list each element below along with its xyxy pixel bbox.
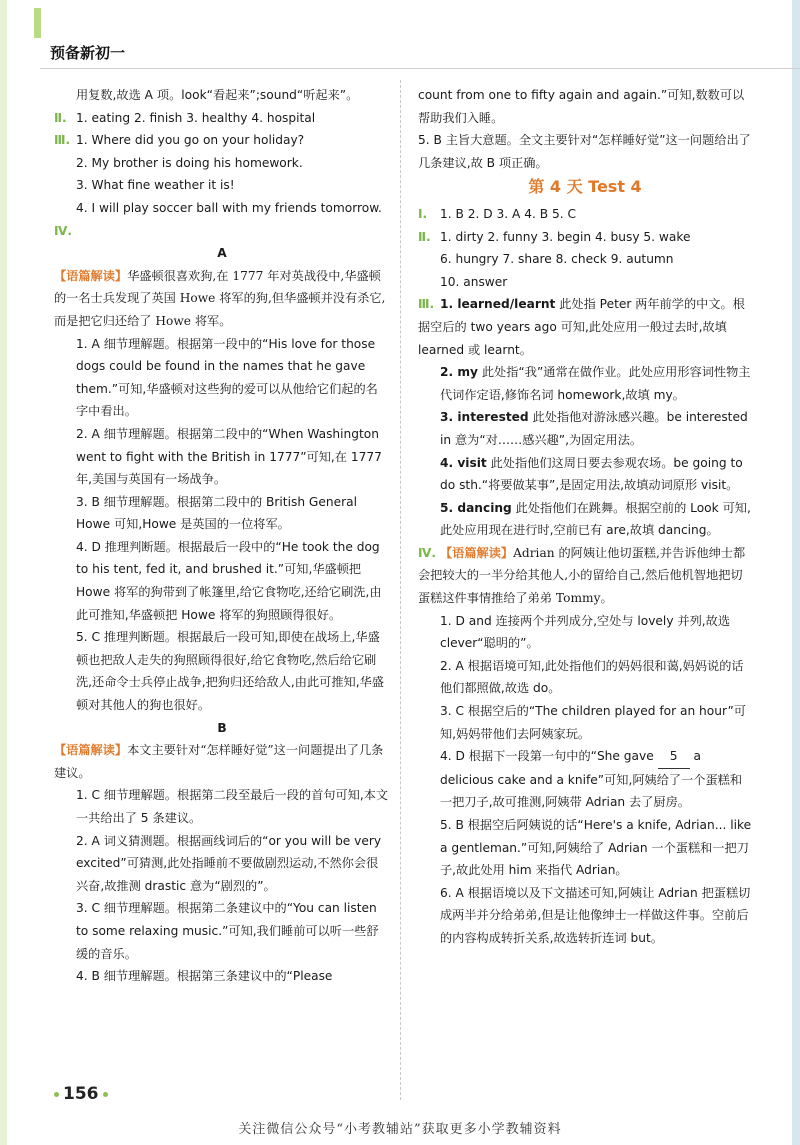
answer-text: 10. answer bbox=[440, 274, 508, 289]
explanation bbox=[418, 293, 752, 361]
answer-key: 3. interested bbox=[440, 410, 529, 425]
passage-summary-iv bbox=[418, 542, 752, 610]
explanation-text: 此处指他们这周日要去参观农场。be going to do sth.“将要做某事”,是固定用法,故填动词原形 visit。 bbox=[440, 455, 743, 493]
left-margin-strip bbox=[0, 0, 7, 1145]
explanation-text: 4. D 根据下一段第一句中的“She gave bbox=[440, 749, 658, 764]
answer-text: 1. dirty 2. funny 3. begin 4. busy 5. wake bbox=[440, 229, 691, 244]
footer-note: 关注微信公众号“小考教辅站”获取更多小学教辅资料 bbox=[238, 1122, 562, 1137]
section-numeral: Ⅲ. bbox=[54, 133, 71, 148]
passage-summary-a bbox=[54, 265, 390, 333]
answer-line bbox=[54, 129, 390, 152]
answer-line bbox=[418, 226, 752, 249]
explanation: 1. C 细节理解题。根据第二段至最后一段的首句可知,本文一共给出了 5 条建议。 bbox=[76, 788, 389, 825]
left-column bbox=[54, 84, 390, 988]
explanation-text: 此处指他对游泳感兴趣。be interested in 意为“对……感兴趣”,为固定用法。 bbox=[440, 410, 748, 447]
explanation: 3. C 细节理解题。根据第二条建议中的“You can listen to some relaxing music.”可知,我们睡前可以听一些舒缓的音乐。 bbox=[76, 901, 379, 961]
column-divider bbox=[400, 80, 401, 1100]
explanation: 6. A 根据语境以及下文描述可知,阿姨让 Adrian 把蛋糕切成两半并分给弟弟,但是让他像绅士一样做这件事。空前后的内容构成转折关系,故选转折连词 but。 bbox=[440, 885, 751, 945]
summary-text: Adrian 的阿姨让他切蛋糕,并告诉他绅士都会把较大的一半分给其他人,小的留给自己,然后他机智地把切蛋糕这件事情推给了弟弟 Tommy。 bbox=[418, 545, 746, 606]
summary-label: 【语篇解读】 bbox=[440, 545, 514, 560]
summary-text: 本文主要针对“怎样睡好觉”这一问题提出了几条建议。 bbox=[54, 743, 384, 780]
answer-text: 6. hungry 7. share 8. check 9. autumn bbox=[440, 252, 674, 267]
section-numeral: Ⅰ. bbox=[418, 206, 428, 221]
dot-icon bbox=[103, 1092, 108, 1097]
answer-line bbox=[54, 107, 390, 130]
summary-label: 【语篇解读】 bbox=[54, 268, 128, 283]
section-numeral: Ⅳ. bbox=[418, 545, 437, 560]
header-title: 预备新初一 bbox=[50, 44, 126, 62]
header-rule bbox=[40, 68, 800, 69]
explanation bbox=[418, 497, 752, 542]
passage-heading-b: B bbox=[217, 720, 227, 735]
section-numeral: Ⅱ. bbox=[54, 110, 67, 125]
explanation: 4. D 推理判断题。根据最后一段中的“He took the dog to his tent, fed it, and brushed it.”可知,华盛顿把 Howe 将军的狗带到了帐篷里,给它食物吃,还给它刷洗,由此可推知,华盛顿把 Howe 将军的狗照顾得很好。 bbox=[76, 539, 382, 622]
explanation bbox=[418, 406, 752, 451]
explanation: 2. A 根据语境可知,此处指他们的妈妈很和蔼,妈妈说的话他们都照做,故选 do。 bbox=[440, 658, 744, 696]
explanation-text: 此处指他们在跳舞。根据空前的 Look 可知,此处应用现在进行时,空前已有 are,故填 dancing。 bbox=[440, 500, 751, 538]
explanation: 5. C 推理判断题。根据最后一段可知,即使在战场上,华盛顿也把敌人走失的狗照顾得很好,给它食物吃,然后给它刷洗,还命令士兵停止战争,把狗归还给敌人,由此可推知,华盛顿对其他人的狗也很好。 bbox=[76, 630, 384, 713]
explanation-text: 此处指“我”通常在做作业。此处应用形容词性物主代词作定语,修饰名词 homework,故填 my。 bbox=[440, 365, 751, 402]
answer-key: 5. dancing bbox=[440, 500, 512, 515]
answer-text: 1. eating 2. finish 3. healthy 4. hospital bbox=[76, 110, 316, 125]
blank-number: 5 bbox=[658, 745, 690, 769]
section-numeral: Ⅱ. bbox=[418, 229, 431, 244]
answer-text: 2. My brother is doing his homework. bbox=[76, 155, 303, 170]
answer-line bbox=[54, 220, 390, 243]
answer-text: 3. What fine weather it is! bbox=[76, 178, 235, 193]
day-title: 第 4 天 Test 4 bbox=[528, 177, 642, 197]
page-number-text: 156 bbox=[63, 1084, 99, 1104]
explanation: 1. A 细节理解题。根据第一段中的“His love for those dogs could be found in the names that he gave them.”可知,华盛顿对这些狗的爱可以从他给它们起的名字中看出。 bbox=[76, 336, 378, 419]
explanation: 3. C 根据空后的“The children played for an hour”可知,妈妈带他们去阿姨家玩。 bbox=[440, 704, 746, 741]
section-numeral: Ⅲ. bbox=[418, 297, 435, 312]
right-page-edge bbox=[792, 0, 800, 1145]
answer-text: 用复数,故选 A 项。look“看起来”;sound“听起来”。 bbox=[76, 88, 359, 102]
header-accent-bar bbox=[34, 8, 41, 38]
explanation: 5. B 根据空后阿姨说的话“Here's a knife, Adrian... like a gentleman.”可知,阿姨给了 Adrian 一个蛋糕和一把刀子,故此处用 him 来指代 Adrian。 bbox=[440, 818, 752, 878]
dot-icon bbox=[54, 1092, 59, 1097]
answer-text: 1. B 2. D 3. A 4. B 5. C bbox=[440, 206, 576, 221]
explanation-text: a delicious cake and a knife”可知,阿姨给了一个蛋糕和一把刀子,故可推测,阿姨带 Adrian 去了厨房。 bbox=[440, 749, 743, 810]
summary-text: 华盛顿很喜欢狗,在 1777 年对英战役中,华盛顿的一名士兵发现了英国 Howe 将军的狗,但华盛顿并没有杀它,而是把它归还给了 Howe 将军。 bbox=[54, 268, 386, 328]
answer-text: 4. I will play soccer ball with my friends tomorrow. bbox=[76, 200, 382, 215]
answer-key: 1. learned/learnt bbox=[440, 297, 556, 312]
explanation: 4. B 细节理解题。根据第三条建议中的“Please bbox=[76, 969, 333, 984]
passage-summary-b bbox=[54, 739, 390, 784]
explanation bbox=[418, 361, 752, 406]
explanation: count from one to fifty again and again.”可知,数数可以帮助我们入睡。 bbox=[418, 88, 745, 125]
page-number bbox=[50, 1084, 112, 1104]
explanation: 3. B 细节理解题。根据第二段中的 British General Howe 可知,Howe 是英国的一位将军。 bbox=[76, 494, 357, 532]
explanation bbox=[418, 745, 752, 814]
explanation: 5. B 主旨大意题。全文主要针对“怎样睡好觉”这一问题给出了几条建议,故 B 项正确。 bbox=[418, 133, 751, 170]
answer-line bbox=[418, 203, 752, 226]
explanation: 2. A 细节理解题。根据第二段中的“When Washington went to fight with the British in 1777”可知,在 1777 年,美国与英国有一场战争。 bbox=[76, 426, 382, 487]
summary-label: 【语篇解读】 bbox=[54, 743, 128, 758]
explanation: 2. A 词义猜测题。根据画线词后的“or you will be very excited”可猜测,此处指睡前不要做剧烈运动,不然你会很兴奋,故推测 drastic 意为“剧烈的”。 bbox=[76, 833, 382, 893]
section-numeral: Ⅳ. bbox=[54, 223, 73, 238]
explanation: 1. D and 连接两个并列成分,空处与 lovely 并列,故选 clever“聪明的”。 bbox=[440, 613, 731, 651]
passage-heading-a: A bbox=[217, 246, 227, 261]
answer-key: 2. my bbox=[440, 365, 478, 380]
answer-text: 1. Where did you go on your holiday? bbox=[76, 133, 305, 148]
answer-key: 4. visit bbox=[440, 455, 487, 470]
explanation-text: 此处指 Peter 两年前学的中文。根据空后的 two years ago 可知,此处应用一般过去时,故填 learned 或 learnt。 bbox=[418, 297, 745, 357]
right-column bbox=[418, 84, 752, 950]
explanation bbox=[418, 452, 752, 497]
